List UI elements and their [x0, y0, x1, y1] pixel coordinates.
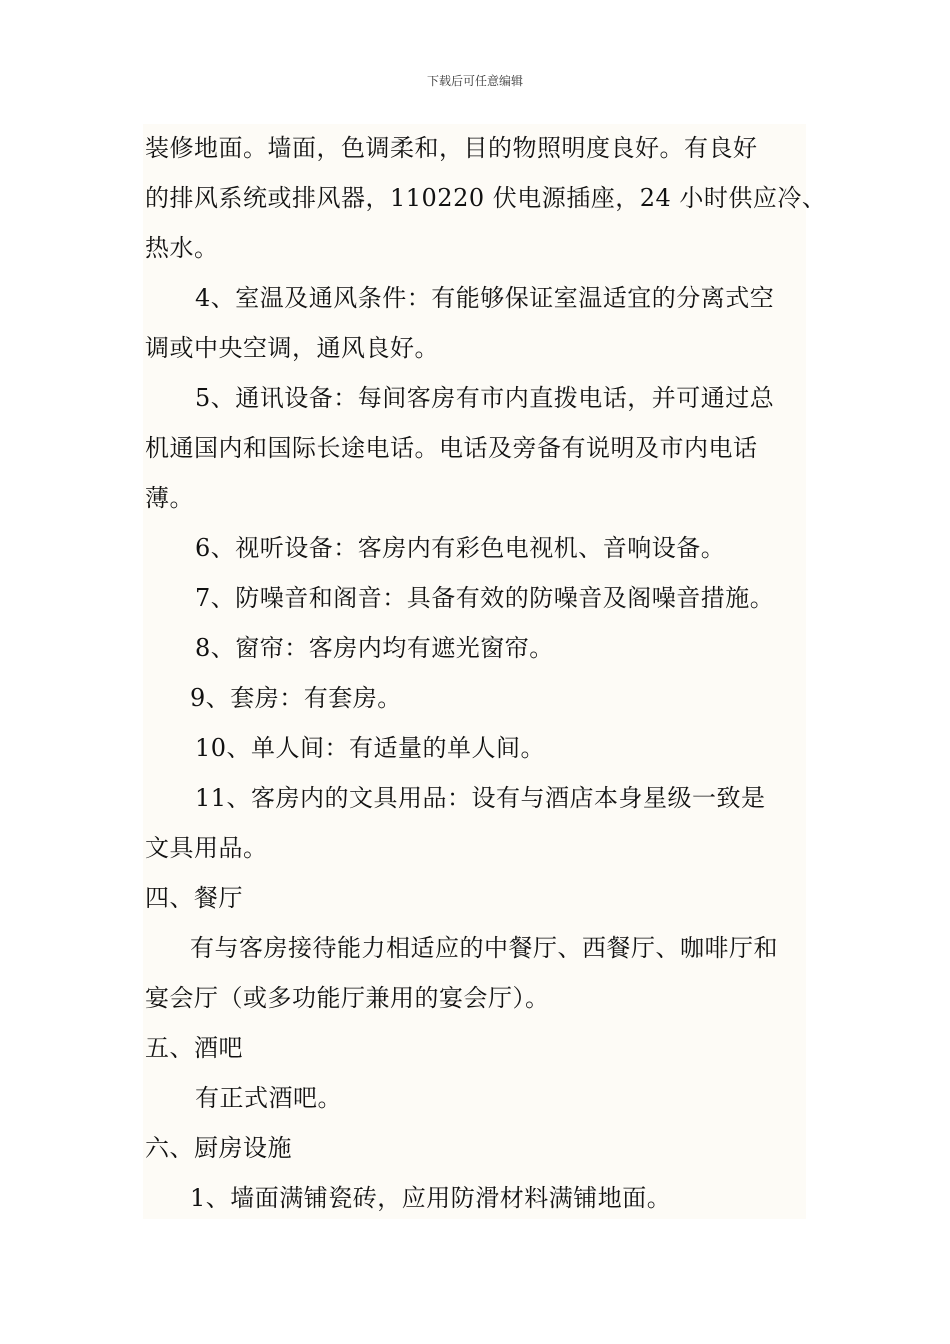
section-heading: 六、厨房设施	[145, 1134, 292, 1162]
text-line: 10、单人间：有适量的单人间。	[195, 734, 546, 762]
text-line: 8、窗帘：客房内均有遮光窗帘。	[195, 634, 554, 662]
text-line: 的排风系统或排风器，110220 伏电源插座，24 小时供应冷、	[145, 184, 827, 212]
text-line: 宴会厅（或多功能厅兼用的宴会厅）。	[145, 984, 550, 1012]
text-line: 有与客房接待能力相适应的中餐厅、西餐厅、咖啡厅和	[190, 934, 778, 962]
section-heading: 四、餐厅	[145, 884, 243, 912]
text-line: 调或中央空调，通风良好。	[145, 334, 439, 362]
text-line: 机通国内和国际长途电话。电话及旁备有说明及市内电话	[145, 434, 758, 462]
text-line: 9、套房：有套房。	[190, 684, 402, 712]
text-line: 5、通讯设备：每间客房有市内直拨电话，并可通过总	[195, 384, 775, 412]
text-line: 热水。	[145, 234, 219, 262]
section-heading: 五、酒吧	[145, 1034, 243, 1062]
text-line: 装修地面。墙面，色调柔和，目的物照明度良好。有良好	[145, 134, 758, 162]
text-line: 7、防噪音和阁音：具备有效的防噪音及阁噪音措施。	[195, 584, 775, 612]
text-line: 文具用品。	[145, 834, 268, 862]
text-line: 4、室温及通风条件：有能够保证室温适宜的分离式空	[195, 284, 775, 312]
text-line: 1、墙面满铺瓷砖，应用防滑材料满铺地面。	[190, 1184, 672, 1212]
text-line: 6、视听设备：客房内有彩色电视机、音响设备。	[195, 534, 726, 562]
text-line: 11、客房内的文具用品：设有与酒店本身星级一致是	[195, 784, 766, 812]
header-note: 下载后可任意编辑	[426, 74, 523, 88]
text-line: 有正式酒吧。	[195, 1084, 342, 1112]
text-line: 薄。	[145, 484, 194, 512]
